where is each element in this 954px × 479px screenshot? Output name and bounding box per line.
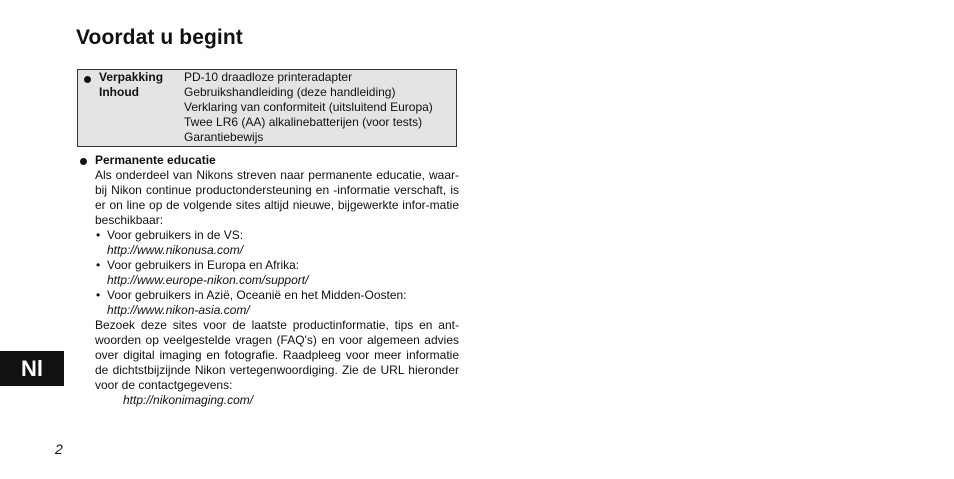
site-label: Voor gebruikers in Azië, Oceanië en het Midden-Oosten: [107,288,407,302]
list-item [95,258,459,288]
package-item: Verklaring van conformiteit (uitsluitend Europa) [184,100,433,114]
package-item: PD-10 draadloze printeradapter [184,70,353,84]
package-label-line1: Verpakking [99,70,164,84]
section-heading: Permanente educatie [95,153,216,167]
intro-paragraph: Als onderdeel van Nikons streven naar permanente educatie, waar-bij Nikon continue productondersteuning en -informatie verschaft, is er on line op de volgende sites altijd nieuwe, bijgewerkte infor-matie beschikbaar: [95,168,459,227]
bullet-icon [80,158,87,165]
page-number: 2 [55,441,63,457]
list-item [95,228,459,258]
site-link[interactable]: http://www.nikonusa.com/ [107,243,244,257]
section-body [95,168,459,408]
bullet-dot-icon: • [96,228,101,242]
site-link[interactable]: http://www.europe-nikon.com/support/ [107,273,309,287]
package-label [99,70,163,100]
package-item: Garantiebewijs [184,130,264,144]
package-items [184,70,433,145]
bullet-icon [84,76,91,83]
package-item: Gebruikshandleiding (deze handleiding) [184,85,396,99]
outro-paragraph: Bezoek deze sites voor de laatste productinformatie, tips en ant-woorden op veelgestelde vragen (FAQ's) en voor algemeen advies over digital imaging en fotografie. Raadpleeg voor meer informatie de dichtstbijzijnde Nikon vertegenwoordiging. Zie de URL hieronder voor de contactgegevens: [95,318,459,392]
site-link[interactable]: http://www.nikon-asia.com/ [107,303,250,317]
package-label-line2: Inhoud [99,85,139,99]
package-item: Twee LR6 (AA) alkalinebatterijen (voor tests) [184,115,423,129]
site-list [95,228,459,318]
bullet-dot-icon: • [96,288,101,302]
contact-link[interactable]: http://nikonimaging.com/ [123,393,254,407]
site-label: Voor gebruikers in Europa en Afrika: [107,258,300,272]
page-title: Voordat u begint [76,26,243,49]
site-label: Voor gebruikers in de VS: [107,228,244,242]
bullet-dot-icon: • [96,258,101,272]
education-section [77,153,459,408]
list-item [95,288,459,318]
language-tab: Nl [0,351,64,386]
package-contents-box [77,69,457,147]
